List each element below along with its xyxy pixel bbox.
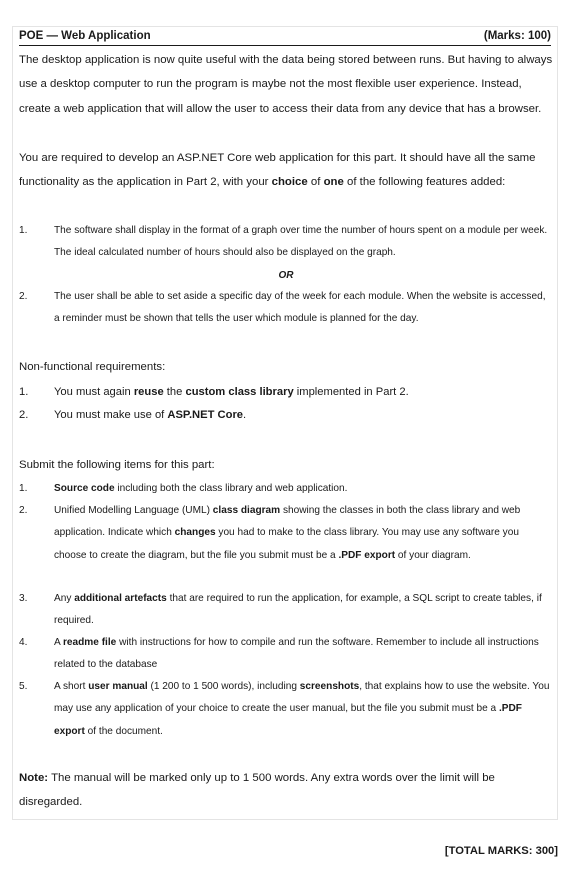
note-text: The manual will be marked only up to 1 500 words. Any extra words over the limit will be disregarded.	[19, 772, 495, 809]
submit-item-1-text: Source code including both the class library and web application.	[54, 483, 348, 494]
nonfunctional-item-1-text: You must again reuse the custom class library implemented in Part 2.	[54, 386, 409, 398]
intro-p2-text: of	[307, 176, 324, 189]
intro-paragraph-1: The desktop application is now quite useful with the data being stored between runs. But having to always use a desktop computer to run the program is maybe not the most flexible user experience. Instead, create a web application that will allow the user to access their data from any device that has a browser.	[19, 54, 553, 115]
nonfunctional-item-2-number: 2.	[19, 409, 29, 421]
section-title: POE — Web Application	[19, 30, 151, 42]
feature-item-1-text: The software shall display in the format of a graph over time the number of hours spent on a module per week. The ideal calculated number of hours should also be displayed on the graph.	[54, 225, 548, 259]
note-paragraph	[19, 766, 553, 815]
total-marks: [TOTAL MARKS: 300]	[444, 845, 558, 857]
intro-p2-choice: choice	[271, 176, 308, 189]
nonfunctional-item-2-text: You must make use of ASP.NET Core.	[54, 409, 247, 421]
submit-item-5-text: A short user manual (1 200 to 1 500 words), including screenshots, that explains how to use the website. You may use any application of your choice to create the user manual, but the file you submit must be a .PDF export of the document.	[54, 681, 550, 737]
section-marks: (Marks: 100)	[483, 30, 551, 42]
nonfunctional-item-1-number: 1.	[19, 386, 29, 398]
submit-item-1-number: 1.	[19, 483, 28, 494]
submit-item-3-text: Any additional artefacts that are required to run the application, for example, a SQL script to create tables, if required.	[54, 593, 542, 627]
submit-item-3-number: 3.	[19, 593, 28, 604]
feature-item-1-number: 1.	[19, 225, 28, 236]
note-label: Note:	[19, 772, 49, 784]
submit-item-4-number: 4.	[19, 637, 28, 648]
intro-paragraph-2	[19, 146, 553, 195]
submit-heading: Submit the following items for this part:	[19, 459, 215, 471]
feature-item-2-text: The user shall be able to set aside a specific day of the week for each module. When the website is accessed, a reminder must be shown that tells the user which module is planned for the day.	[54, 291, 546, 325]
intro-p2-text: of the following features added:	[343, 176, 506, 189]
section-header	[19, 30, 551, 46]
or-separator: OR	[278, 270, 294, 281]
submit-item-2-number: 2.	[19, 505, 28, 516]
intro-p2-text: You are required to develop an ASP.NET Core web application for this part. It should have all the same functionality as the application in Part 2, with your	[19, 152, 536, 189]
feature-item-2-number: 2.	[19, 291, 28, 302]
submit-item-4-text: A readme file with instructions for how to compile and run the software. Remember to include all instructions related to the database	[54, 637, 539, 671]
submit-item-5-number: 5.	[19, 681, 28, 692]
nonfunctional-heading: Non-functional requirements:	[19, 361, 166, 373]
submit-item-2-text: Unified Modelling Language (UML) class diagram showing the classes in both the class library and web application. Indicate which changes you had to make to the class library. You may use any software you choose to create the diagram, but the file you submit must be a .PDF export of your diagram.	[54, 505, 521, 561]
intro-p2-one: one	[323, 176, 344, 189]
